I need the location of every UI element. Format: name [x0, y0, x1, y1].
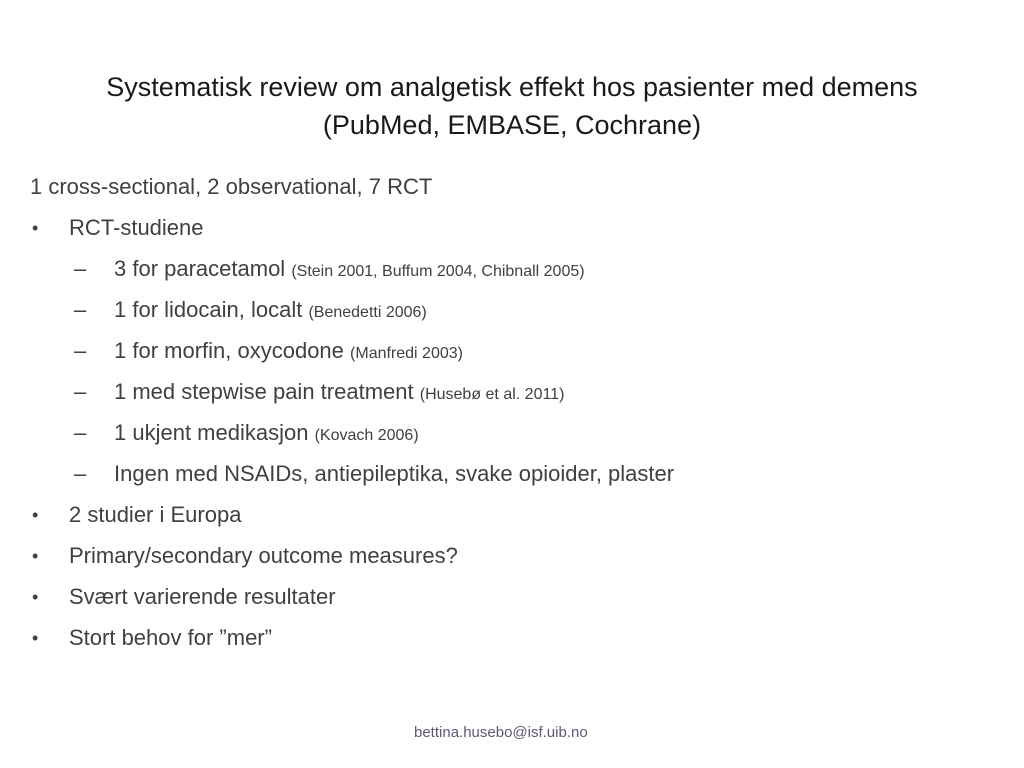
sub-item-morfin [30, 336, 990, 377]
bullet-icon: • [32, 628, 39, 648]
sub-item-ukjent [30, 418, 990, 459]
sub-item-label: 1 med stepwise pain treatment [114, 379, 414, 404]
sub-item-label: 1 ukjent medikasjon [114, 420, 309, 445]
sub-item-lidocain [30, 295, 990, 336]
list-item-behov [30, 623, 990, 664]
slide-title [40, 68, 984, 144]
intro-line: 1 cross-sectional, 2 observational, 7 RCT [30, 174, 433, 199]
list-item-resultater [30, 582, 990, 623]
list-item-europa [30, 500, 990, 541]
bullet-icon: • [32, 587, 39, 607]
bullet-icon: • [32, 218, 39, 238]
dash-icon: – [74, 420, 87, 445]
sub-item-label: Ingen med NSAIDs, antiepileptika, svake opioider, plaster [114, 461, 675, 486]
dash-icon: – [74, 338, 87, 363]
bullet-icon: • [32, 505, 39, 525]
slide-content [30, 172, 990, 664]
sub-item-ingen [30, 459, 990, 500]
sub-item-label: 1 for morfin, oxycodone [114, 338, 344, 363]
dash-icon: – [74, 461, 87, 486]
list-item-label: 2 studier i Europa [69, 502, 242, 527]
list-item-outcome [30, 541, 990, 582]
sub-item-paracetamol [30, 254, 990, 295]
slide-title-line-1: Systematisk review om analgetisk effekt hos pasienter med demens [106, 72, 918, 102]
dash-icon: – [74, 256, 87, 281]
list-item-rct [30, 213, 990, 254]
bullet-icon: • [32, 546, 39, 566]
sub-item-reference: (Benedetti 2006) [308, 304, 427, 321]
dash-icon: – [74, 379, 87, 404]
sub-item-reference: (Stein 2001, Buffum 2004, Chibnall 2005) [291, 263, 585, 280]
sub-item-reference: (Kovach 2006) [314, 427, 419, 444]
sub-item-reference: (Manfredi 2003) [350, 345, 463, 362]
sub-item-stepwise [30, 377, 990, 418]
sub-item-label: 1 for lidocain, localt [114, 297, 303, 322]
sub-item-label: 3 for paracetamol [114, 256, 286, 281]
slide-title-line-2: (PubMed, EMBASE, Cochrane) [322, 110, 702, 140]
sub-item-reference: (Husebø et al. 2011) [419, 386, 565, 403]
list-item-label: Stort behov for ”mer” [69, 625, 272, 650]
dash-icon: – [74, 297, 87, 322]
list-item-label: Svært varierende resultater [69, 584, 336, 609]
list-item-label: Primary/secondary outcome measures? [69, 543, 458, 568]
list-item-label: RCT-studiene [69, 215, 204, 240]
footer-email: bettina.husebo@isf.uib.no [414, 724, 588, 741]
